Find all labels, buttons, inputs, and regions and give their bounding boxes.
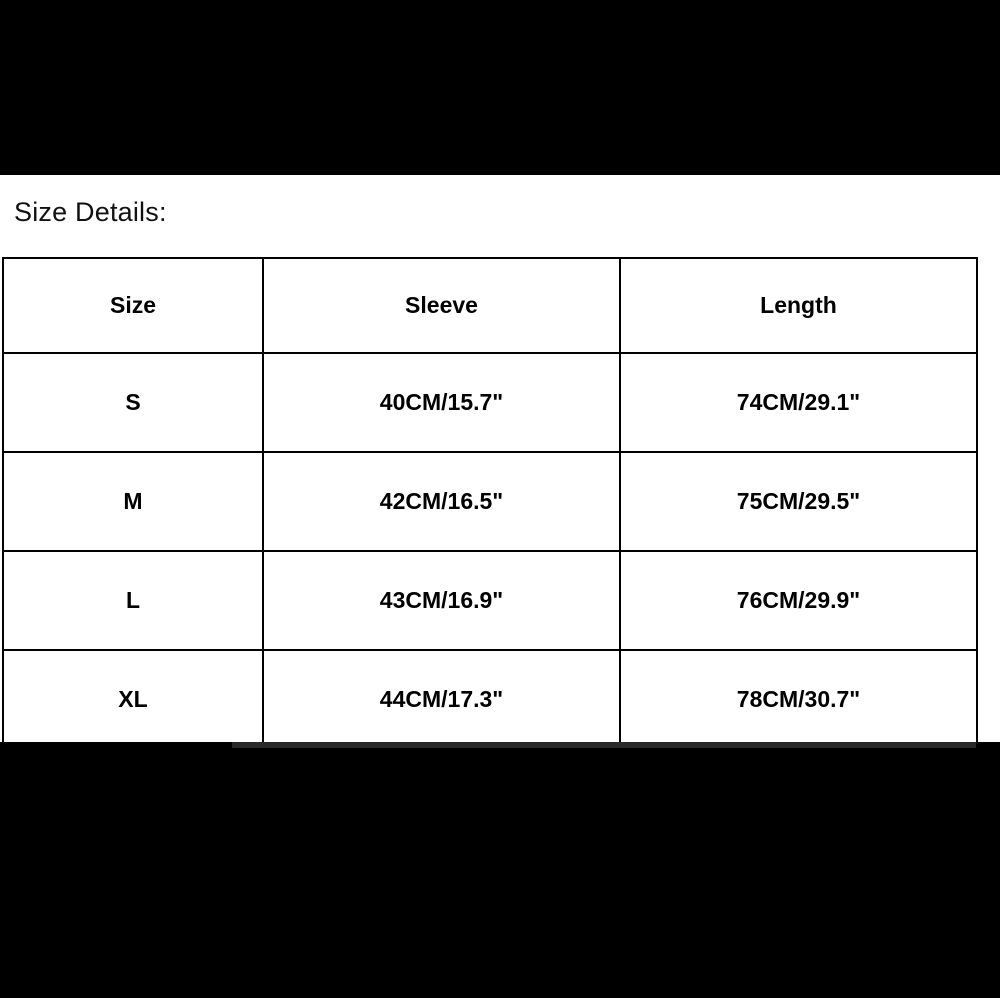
cell-size: L bbox=[3, 551, 263, 650]
size-details-table bbox=[2, 257, 978, 750]
bottom-edge-highlight bbox=[232, 742, 976, 748]
cell-length: 75CM/29.5" bbox=[620, 452, 977, 551]
cell-length: 78CM/30.7" bbox=[620, 650, 977, 749]
cell-length: 74CM/29.1" bbox=[620, 353, 977, 452]
cell-sleeve: 42CM/16.5" bbox=[263, 452, 620, 551]
table-row bbox=[3, 551, 977, 650]
cell-sleeve: 44CM/17.3" bbox=[263, 650, 620, 749]
table-header-row bbox=[3, 258, 977, 353]
cell-size: XL bbox=[3, 650, 263, 749]
column-header-size: Size bbox=[3, 258, 263, 353]
bottom-letterbox-bar bbox=[0, 742, 1000, 998]
top-letterbox-bar bbox=[0, 0, 1000, 175]
cell-sleeve: 40CM/15.7" bbox=[263, 353, 620, 452]
table-row bbox=[3, 452, 977, 551]
cell-size: M bbox=[3, 452, 263, 551]
column-header-length: Length bbox=[620, 258, 977, 353]
cell-size: S bbox=[3, 353, 263, 452]
cell-sleeve: 43CM/16.9" bbox=[263, 551, 620, 650]
column-header-sleeve: Sleeve bbox=[263, 258, 620, 353]
table-row bbox=[3, 650, 977, 749]
cell-length: 76CM/29.9" bbox=[620, 551, 977, 650]
table-row bbox=[3, 353, 977, 452]
size-details-panel bbox=[0, 175, 1000, 742]
page-title: Size Details: bbox=[14, 197, 167, 227]
